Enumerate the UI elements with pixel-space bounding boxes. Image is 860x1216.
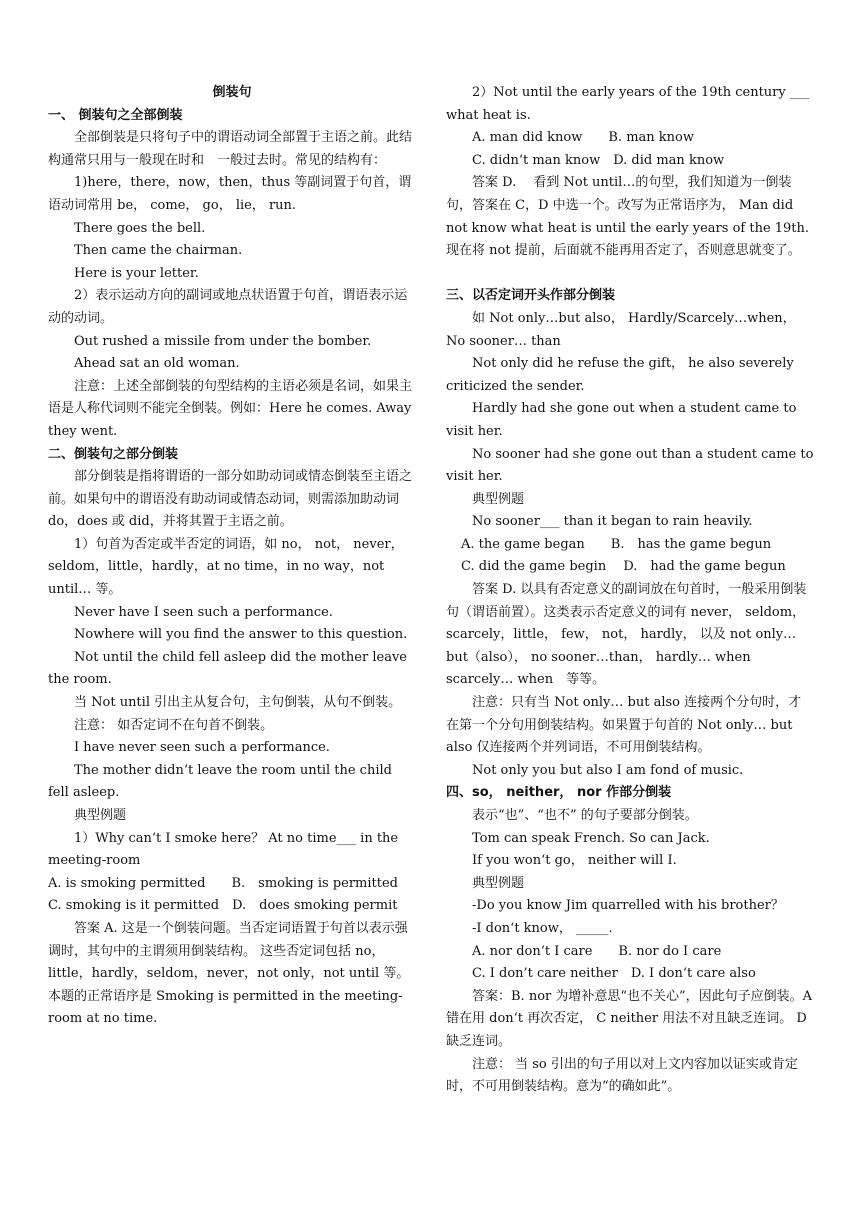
paragraph: 当 Not until 引出主从复合句，主句倒装，从句不倒装。 bbox=[74, 695, 402, 711]
option-line: A. is smoking permitted B. smoking is permitted bbox=[48, 875, 398, 891]
paragraph: Not only did he refuse the gift， he also severely criticized the sender. bbox=[446, 356, 794, 394]
option-line: C. did the game begin D. had the game begun bbox=[461, 559, 786, 575]
paragraph: A. nor don‘t I care B. nor do I care bbox=[472, 943, 722, 959]
paragraph: Never have I seen such a performance. bbox=[74, 604, 333, 620]
paragraph: Not only you but also I am fond of music. bbox=[472, 762, 744, 778]
paragraph: If you won‘t go， neither will I. bbox=[472, 853, 677, 869]
paragraph: Tom can speak French. So can Jack. bbox=[472, 830, 710, 846]
paragraph: 全部倒装是只将句子中的谓语动词全部置于主语之前。此结构通常只用与一般现在时和 一般过去时。常见的结构有： bbox=[48, 130, 413, 168]
paragraph: Hardly had she gone out when a student came to visit her. bbox=[446, 401, 797, 439]
right-column bbox=[446, 82, 814, 1099]
section-heading: 四、so， neither， nor 作部分倒装 bbox=[446, 785, 672, 801]
paragraph: 答案 D. 以具有否定意义的副词放在句首时，一般采用倒装句（谓语前置）。这类表示否定意义的词有 never， seldom， scarcely，little， few， not， hardly， 以及 not only…but（also）， no sooner…than， hardly… when scarcely… when 等等。 bbox=[446, 582, 807, 688]
paragraph: 答案：B. nor 为增补意思“也不关心”，因此句子应倒装。A 错在用 don‘t 再次否定， C neither 用法不对且缺乏连词。 D 缺乏连词。 bbox=[446, 988, 813, 1049]
section-heading: 一、 倒装句之全部倒装 bbox=[48, 107, 183, 123]
paragraph: 注意： 如否定词不在句首不倒装。 bbox=[74, 717, 274, 733]
spacer bbox=[446, 263, 814, 286]
paragraph: 2）表示运动方向的副词或地点状语置于句首，谓语表示运动的动词。 bbox=[48, 288, 408, 326]
paragraph: 1）句首为否定或半否定的词语，如 no， not， never，seldom，little，hardly，at no time，in no way，not until… 等。 bbox=[48, 536, 404, 598]
paragraph: Then came the chairman. bbox=[74, 243, 243, 259]
paragraph: 典型例题 bbox=[472, 491, 525, 507]
paragraph: 部分倒装是指将谓语的一部分如助动词或情态倒装至主语之前。如果句中的谓语没有助动词或情态动词，则需添加助动词 do，does 或 did，并将其置于主语之前。 bbox=[48, 469, 413, 530]
paragraph: C. didn‘t man know D. did man know bbox=[472, 152, 725, 168]
paragraph: Not until the child fell asleep did the mother leave the room. bbox=[48, 649, 407, 688]
paragraph: The mother didn‘t leave the room until the child fell asleep. bbox=[48, 762, 392, 801]
paragraph: 答案 D. 看到 Not until…的句型，我们知道为一倒装句，答案在 C，D 中选一个。改写为正常语序为， Man did not know what heat is until the early years of the 19th. 现在将 not 提前，后面就不能再用否定了，否则意思就变了。 bbox=[446, 175, 810, 259]
paragraph: 1)here，there，now，then，thus 等副词置于句首，谓语动词常用 be， come， go， lie， run. bbox=[48, 175, 412, 213]
paragraph: I have never seen such a performance. bbox=[74, 740, 330, 756]
paragraph: A. man did know B. man know bbox=[472, 130, 694, 146]
paragraph: 2）Not until the early years of the 19th century ___ what heat is. bbox=[446, 85, 810, 123]
paragraph: Nowhere will you find the answer to this question. bbox=[74, 627, 408, 643]
paragraph: 1）Why can‘t I smoke here？ At no time___ in the meeting-room bbox=[48, 830, 399, 869]
paragraph: 注意：只有当 Not only… but also 连接两个分句时，才在第一个分句用倒装结构。如果置于句首的 Not only… but also 仅连接两个并列词语，不可用倒装结构。 bbox=[446, 695, 802, 756]
paragraph: Here is your letter. bbox=[74, 265, 199, 281]
option-line: C. smoking is it permitted D. does smoking permit bbox=[48, 898, 398, 914]
paragraph: 注意： 当 so 引出的句子用以对上文内容加以证实或肯定时，不可用倒装结构。意为“的确如此”。 bbox=[446, 1056, 798, 1095]
paragraph: Out rushed a missile from under the bomber. bbox=[74, 333, 372, 349]
paragraph: 如 Not only…but also， Hardly/Scarcely…when， No sooner… than bbox=[446, 310, 796, 349]
paragraph: No sooner___ than it began to rain heavily. bbox=[472, 514, 753, 530]
paragraph: -Do you know Jim quarrelled with his brother？ bbox=[472, 898, 784, 914]
paragraph: No sooner had she gone out than a student came to visit her. bbox=[446, 446, 814, 485]
paragraph: -I don‘t know， _____. bbox=[472, 920, 613, 936]
paragraph: 表示“也”、“也不” 的句子要部分倒装。 bbox=[472, 808, 698, 823]
paragraph: Ahead sat an old woman. bbox=[74, 356, 240, 372]
paragraph: 答案 A. 这是一个倒装问题。当否定词语置于句首以表示强调时，其句中的主谓须用倒装结构。 这些否定词包括 no，little，hardly，seldom，never，not only，not until 等。本题的正常语序是 Smoking is permitted in the meeting-room at no time. bbox=[48, 920, 410, 1027]
paragraph: There goes the bell. bbox=[74, 220, 206, 236]
option-line: A. the game began B. has the game begun bbox=[461, 536, 772, 552]
paragraph: 注意：上述全部倒装的句型结构的主语必须是名词，如果主语是人称代词则不能完全倒装。例如：Here he comes. Away they went. bbox=[48, 378, 413, 439]
paragraph: 典型例题 bbox=[74, 808, 127, 823]
section-heading: 三、以否定词开头作部分倒装 bbox=[446, 288, 616, 304]
page-title: 倒装句 bbox=[212, 85, 252, 100]
left-column bbox=[48, 82, 416, 1031]
paragraph: 典型例题 bbox=[472, 875, 525, 891]
section-heading: 二、倒装句之部分倒装 bbox=[48, 446, 179, 462]
paragraph: C. I don’t care neither D. I don‘t care also bbox=[472, 966, 756, 982]
